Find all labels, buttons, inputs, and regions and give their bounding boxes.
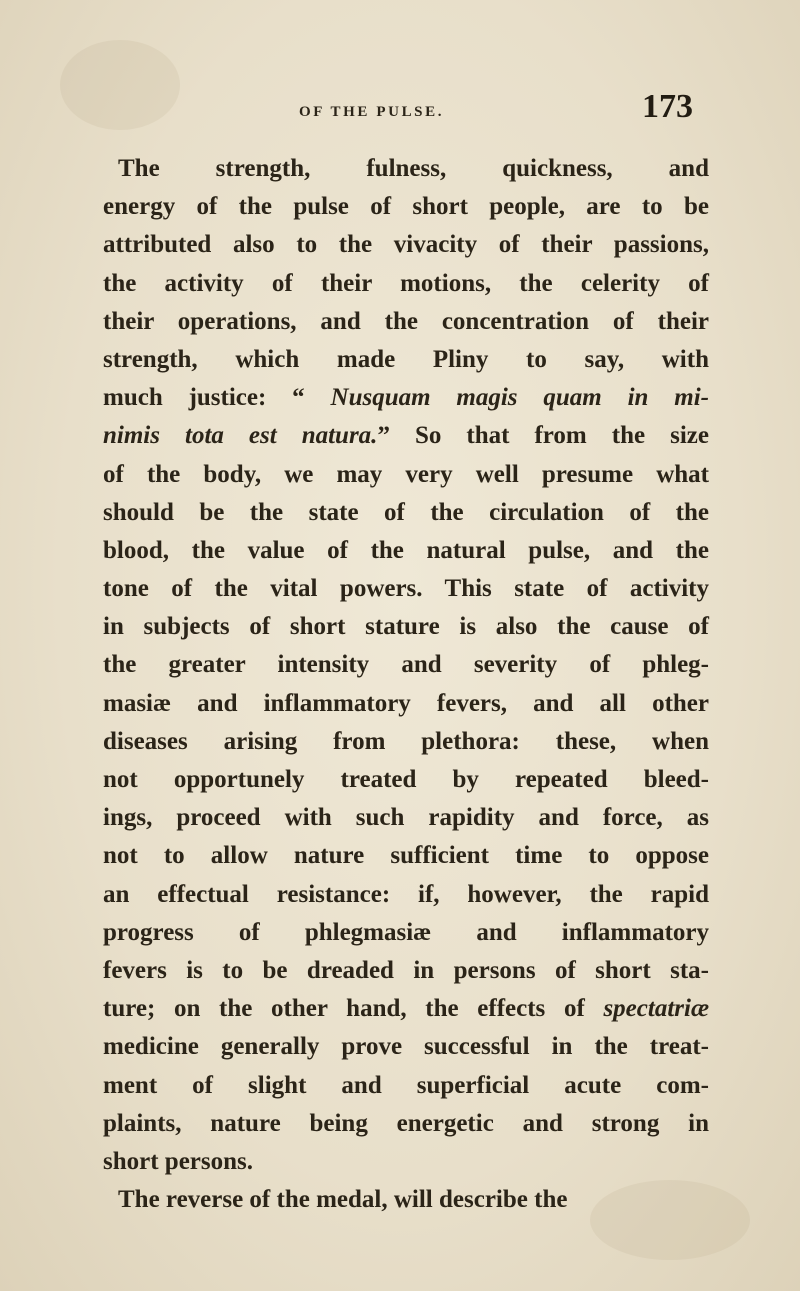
line-text: strength, which made Pliny to say, with bbox=[103, 345, 709, 373]
text-line bbox=[103, 1143, 709, 1181]
text-line bbox=[103, 837, 709, 875]
text-line bbox=[103, 723, 709, 761]
text-line bbox=[103, 608, 709, 646]
line-text: not opportunely treated by repeated bleed- bbox=[103, 766, 709, 793]
italic-text: spectatriæ bbox=[603, 995, 709, 1023]
running-head bbox=[0, 86, 800, 126]
line-text: masiæ and inflammatory fevers, and all other bbox=[103, 689, 709, 717]
text-line bbox=[103, 876, 709, 914]
text-line bbox=[103, 761, 709, 799]
text-line bbox=[103, 914, 709, 952]
text-line bbox=[103, 150, 709, 188]
text-line bbox=[103, 685, 709, 723]
line-text: not to allow nature sufficient time to oppose bbox=[103, 842, 709, 870]
text-line bbox=[103, 456, 709, 494]
text-line bbox=[103, 799, 709, 837]
line-text: in subjects of short stature is also the cause of bbox=[103, 613, 709, 641]
line-text: ment of slight and superficial acute com- bbox=[103, 1071, 709, 1099]
line-text: ” So that from the size bbox=[377, 422, 709, 450]
italic-text: Nusquam magis quam in mi- bbox=[330, 384, 709, 412]
text-line bbox=[103, 990, 709, 1028]
text-line bbox=[103, 341, 709, 379]
line-text: should be the state of the circulation of the bbox=[103, 498, 709, 526]
body-text bbox=[103, 150, 709, 1219]
line-text: ture; on the other hand, the effects of bbox=[103, 995, 604, 1023]
running-head-title: OF THE PULSE. bbox=[299, 104, 445, 120]
text-line bbox=[103, 532, 709, 570]
line-text: their operations, and the concentration of their bbox=[103, 307, 709, 335]
text-line bbox=[103, 494, 709, 532]
line-text: tone of the vital powers. This state of activity bbox=[103, 575, 709, 603]
text-line bbox=[103, 1181, 709, 1219]
text-line bbox=[103, 417, 709, 455]
text-line bbox=[103, 1105, 709, 1143]
text-line bbox=[103, 379, 709, 417]
line-text: fevers is to be dreaded in persons of short sta- bbox=[103, 956, 709, 984]
text-line bbox=[103, 265, 709, 303]
text-line bbox=[103, 952, 709, 990]
line-text: blood, the value of the natural pulse, and the bbox=[103, 536, 709, 564]
page-number: 173 bbox=[642, 88, 693, 125]
text-line bbox=[103, 303, 709, 341]
line-text: much justice: “ bbox=[103, 384, 331, 412]
line-text: ings, proceed with such rapidity and force, as bbox=[103, 804, 709, 832]
line-text: the activity of their motions, the celerity of bbox=[103, 269, 709, 297]
italic-text: nimis tota est natura. bbox=[103, 422, 378, 450]
text-line bbox=[103, 1067, 709, 1105]
line-text: The strength, fulness, quickness, and bbox=[118, 155, 709, 182]
line-text: the greater intensity and severity of phleg- bbox=[103, 651, 709, 679]
line-text: an effectual resistance: if, however, the rapid bbox=[103, 880, 709, 908]
text-line bbox=[103, 226, 709, 264]
line-text: progress of phlegmasiæ and inflammatory bbox=[103, 918, 709, 946]
line-text: of the body, we may very well presume what bbox=[103, 460, 709, 488]
line-text: energy of the pulse of short people, are to be bbox=[103, 193, 709, 221]
line-text: short persons. bbox=[103, 1147, 254, 1175]
text-line bbox=[103, 1028, 709, 1066]
text-line bbox=[103, 570, 709, 608]
line-text: plaints, nature being energetic and strong in bbox=[103, 1109, 709, 1137]
text-line bbox=[103, 188, 709, 226]
text-line bbox=[103, 646, 709, 684]
line-text: diseases arising from plethora: these, when bbox=[103, 727, 709, 755]
line-text: The reverse of the medal, will describe the bbox=[118, 1186, 568, 1214]
line-text: attributed also to the vivacity of their passions, bbox=[103, 231, 709, 259]
line-text: medicine generally prove successful in the treat- bbox=[103, 1033, 709, 1061]
